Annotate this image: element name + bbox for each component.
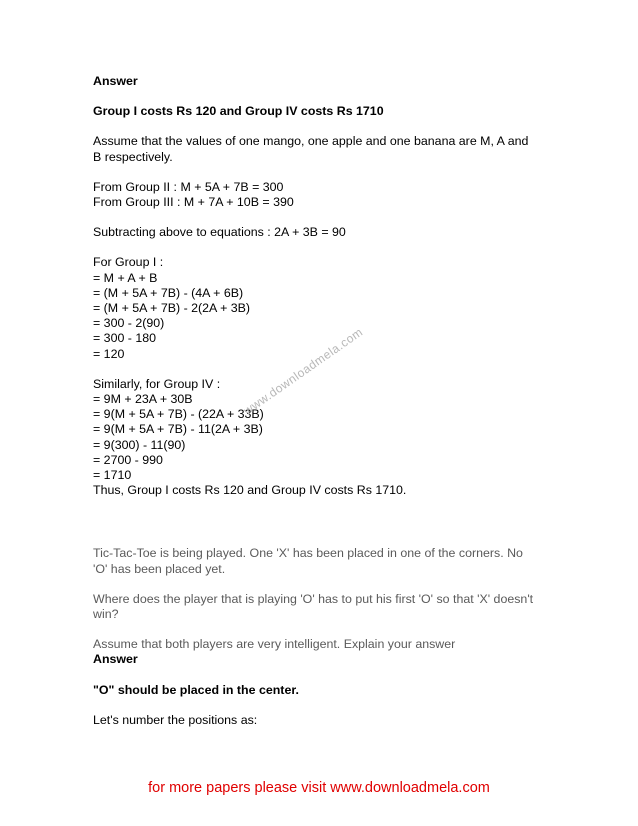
group4-line: = 1710: [93, 468, 132, 483]
group1-line: = (M + 5A + 7B) - 2(2A + 3B): [93, 301, 251, 316]
answer-result: Group I costs Rs 120 and Group IV costs Rs 1710: [93, 104, 384, 119]
footer-link[interactable]: for more papers please visit www.downloadmela.com: [148, 780, 490, 796]
group4-line: = 9(300) - 11(90): [93, 437, 186, 452]
puzzle-question: 'O' has been placed yet.: [93, 561, 226, 576]
group1-line: = 300 - 2(90): [93, 316, 165, 331]
conclusion-line: Thus, Group I costs Rs 120 and Group IV costs Rs 1710.: [93, 483, 407, 498]
answer-heading: Answer: [93, 74, 138, 88]
puzzle-question: Tic-Tac-Toe is being played. One 'X' has been placed in one of the corners. No: [93, 546, 523, 561]
group1-line: = M + A + B: [93, 270, 158, 285]
puzzle-ask: Where does the player that is playing 'O' has to put his first 'O' so that 'X' doesn't: [93, 591, 534, 606]
assume-line: B respectively.: [93, 149, 173, 164]
group4-line: = 9(M + 5A + 7B) - 11(2A + 3B): [93, 422, 263, 437]
group1-line: For Group I :: [93, 255, 164, 270]
group4-line: = 9(M + 5A + 7B) - (22A + 33B): [93, 407, 264, 422]
subtract-line: Subtracting above to equations : 2A + 3B = 90: [93, 225, 346, 240]
puzzle-answer-heading: Answer: [93, 652, 138, 667]
assume-line: Assume that the values of one mango, one apple and one banana are M, A and: [93, 134, 529, 149]
puzzle-answer: "O" should be placed in the center.: [93, 682, 299, 697]
watermark-text: www.downloadmela.com: [240, 324, 366, 418]
puzzle-ask: win?: [93, 607, 119, 622]
page-content: [93, 74, 563, 728]
numbering-line: Let's number the positions as:: [93, 712, 258, 727]
group1-line: = (M + 5A + 7B) - (4A + 6B): [93, 285, 244, 300]
group1-line: = 120: [93, 346, 125, 361]
group1-line: = 300 - 180: [93, 331, 157, 346]
group4-line: Similarly, for Group IV :: [93, 376, 221, 391]
group4-line: = 2700 - 990: [93, 452, 163, 467]
equation-line: From Group III : M + 7A + 10B = 390: [93, 195, 294, 210]
group4-line: = 9M + 23A + 30B: [93, 392, 193, 407]
equation-line: From Group II : M + 5A + 7B = 300: [93, 179, 284, 194]
puzzle-assume: Assume that both players are very intelligent. Explain your answer: [93, 637, 456, 652]
